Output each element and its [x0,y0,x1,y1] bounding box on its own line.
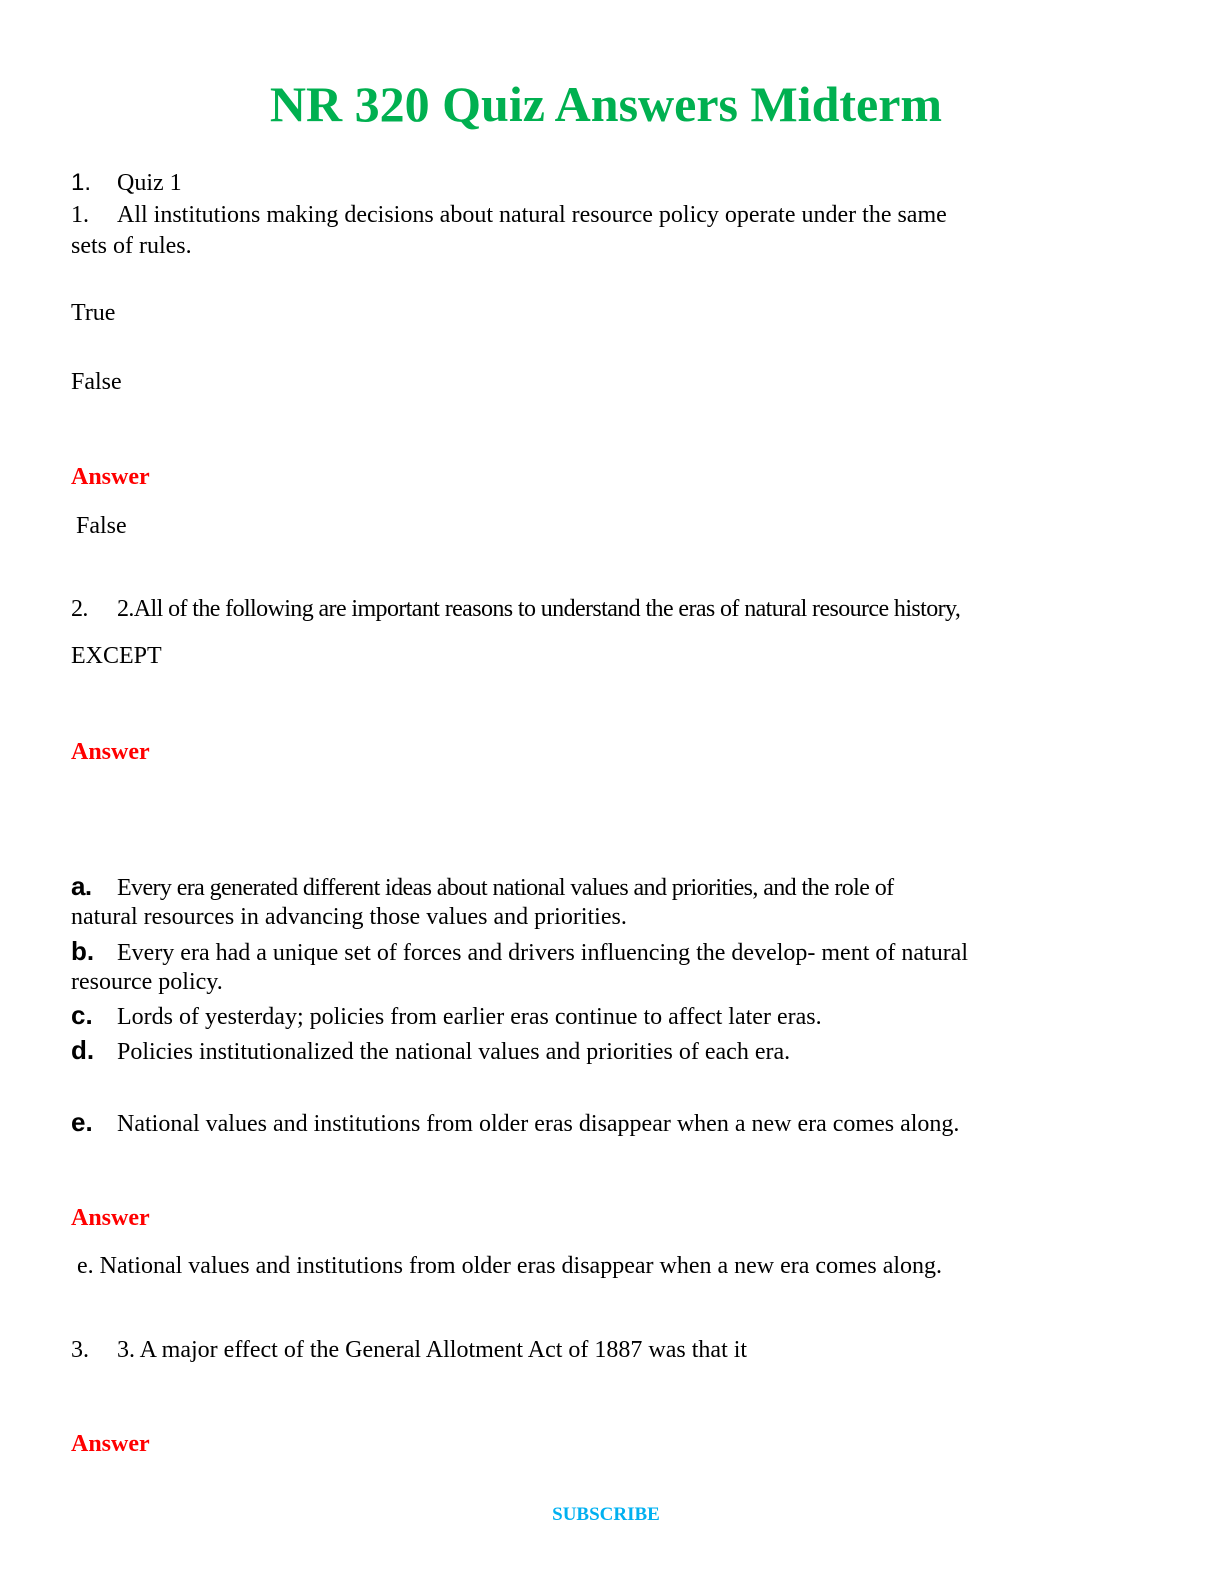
option-false: False [71,369,122,395]
question-number: 2. [71,596,88,622]
option-letter: e. [71,1107,93,1137]
option-b-line2: resource policy. [71,969,223,995]
question-2-line1 [71,594,960,624]
option-c [71,1000,822,1032]
option-letter: b. [71,936,95,966]
answer-label: Answer [71,1431,150,1457]
section-number: 1. [71,169,92,196]
option-e [71,1107,959,1139]
question-1-line2: sets of rules. [71,233,192,259]
section-label: Quiz 1 [117,170,182,196]
answer-label: Answer [71,739,150,765]
option-text: Lords of yesterday; policies from earlier eras continue to affect later eras. [117,1004,822,1030]
answer-label: Answer [71,464,150,490]
option-letter: d. [71,1035,95,1065]
question-text: 3. A major effect of the General Allotment Act of 1887 was that it [117,1337,748,1363]
question-3-line1 [71,1335,747,1365]
option-b [71,936,968,968]
option-true: True [71,300,116,326]
question-1-line1 [71,200,947,230]
question-text: 2.All of the following are important reasons to understand the eras of natural resource history, [117,596,961,622]
option-a-line2: natural resources in advancing those values and priorities. [71,904,627,930]
question-text: All institutions making decisions about natural resource policy operate under the same [117,202,947,228]
option-a [71,871,894,903]
question-number: 3. [71,1337,89,1363]
question-number: 1. [71,202,89,228]
option-letter: c. [71,1000,93,1030]
answer-value: False [76,513,127,539]
option-text: National values and institutions from older eras disappear when a new era comes along. [117,1111,960,1137]
subscribe-link[interactable]: SUBSCRIBE [552,1504,660,1525]
answer-label: Answer [71,1205,150,1231]
question-2-line2: EXCEPT [71,643,162,669]
option-d [71,1035,790,1067]
page-title: NR 320 Quiz Answers Midterm [269,76,943,132]
option-text: Every era generated different ideas about national values and priorities, and the role of [117,875,894,901]
section-header [71,168,182,198]
option-text: Policies institutionalized the national values and priorities of each era. [117,1039,791,1065]
option-letter: a. [71,871,92,901]
option-text: Every era had a unique set of forces and drivers influencing the develop- ment of natural [117,940,969,966]
answer-value: e. National values and institutions from older eras disappear when a new era comes along. [77,1253,943,1279]
